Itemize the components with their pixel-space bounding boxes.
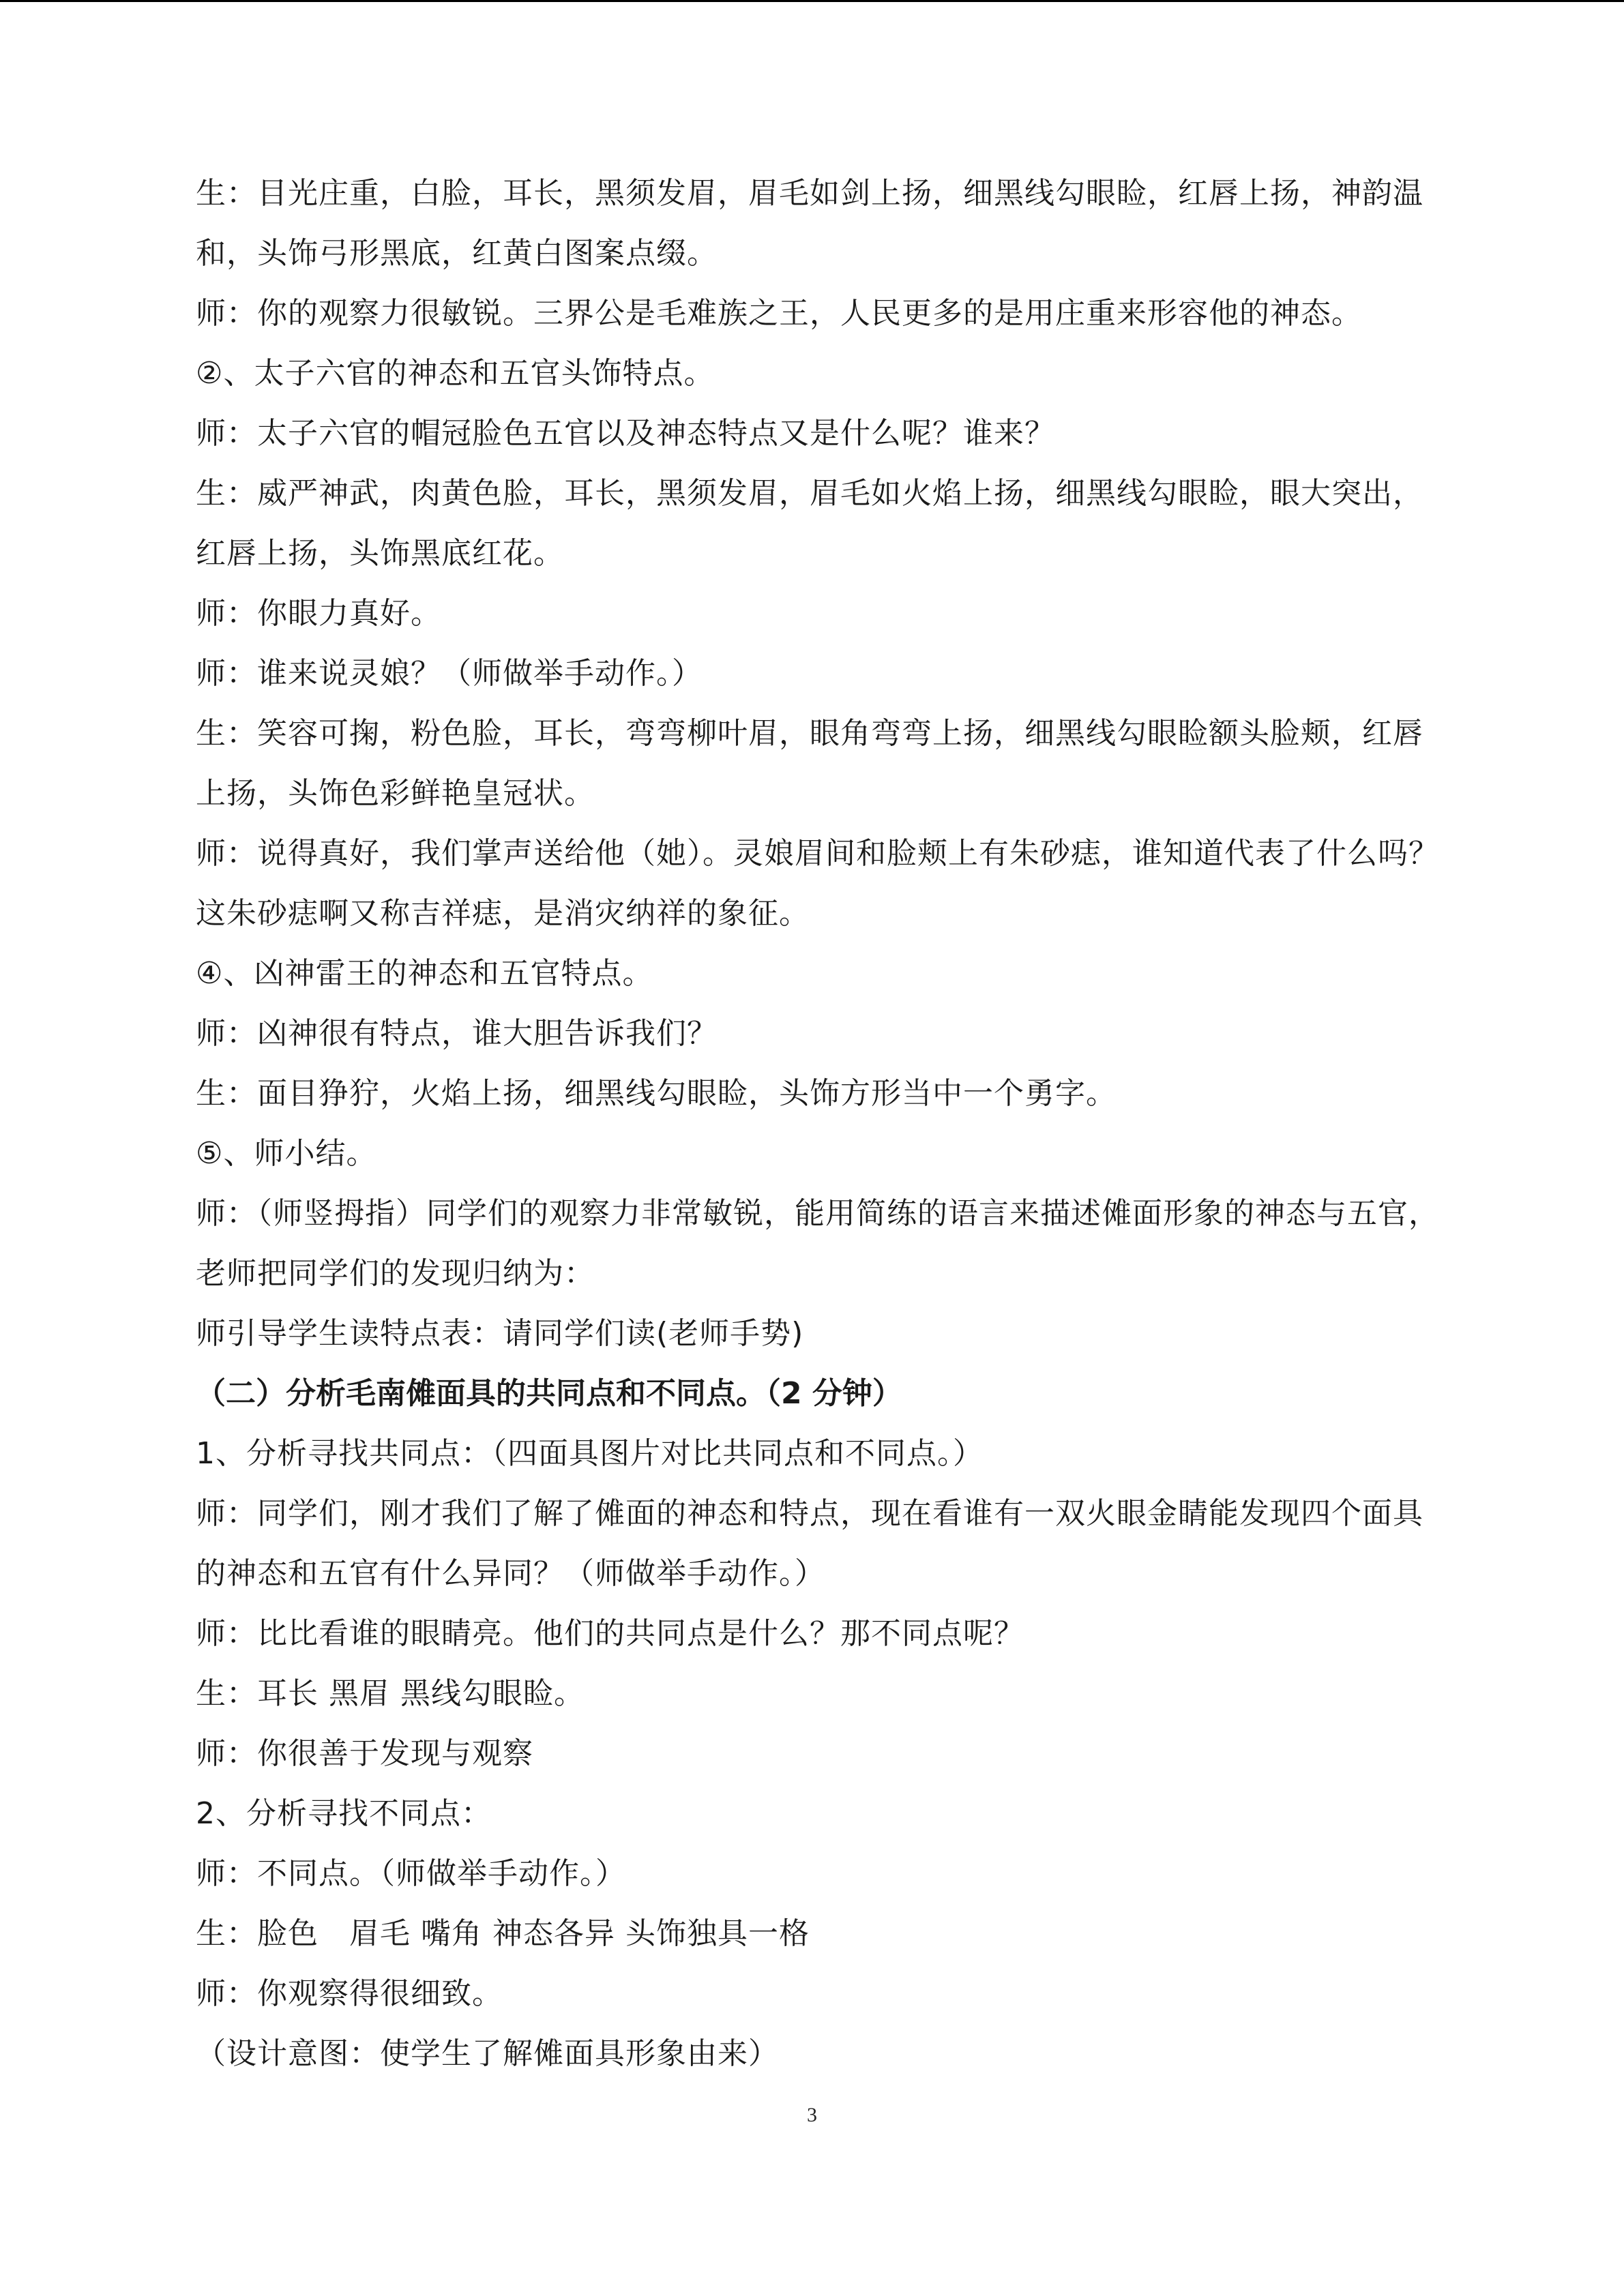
section-heading: （二）分析毛南傩面具的共同点和不同点。（2 分钟） (196, 1376, 902, 1411)
paragraph: 生：笑容可掬，粉色脸，耳长，弯弯柳叶眉，眼角弯弯上扬，细黑线勾眼睑额头脸颊，红唇上扬，头饰色彩鲜艳皇冠状。 (196, 716, 1423, 811)
paragraph: 师：同学们，刚才我们了解了傩面的神态和特点，现在看谁有一双火眼金睛能发现四个面具的神态和五官有什么异同？（师做举手动作。） (196, 1496, 1423, 1591)
paragraph: ⑤、师小结。 (196, 1136, 377, 1171)
page-number: 3 (807, 2104, 817, 2126)
paragraph: ②、太子六官的神态和五官头饰特点。 (196, 356, 715, 391)
top-border-line (0, 0, 1624, 2)
paragraph: 师：你眼力真好。 (196, 596, 441, 631)
paragraph: 师：（师竖拇指）同学们的观察力非常敏锐，能用简练的语言来描述傩面形象的神态与五官，老师把同学们的发现归纳为： (196, 1196, 1439, 1291)
paragraph: 师：你很善于发现与观察 (196, 1736, 533, 1771)
paragraph: 1、分析寻找共同点：（四面具图片对比共同点和不同点。） (196, 1436, 984, 1471)
paragraph: 师：你的观察力很敏锐。三界公是毛难族之王，人民更多的是用庄重来形容他的神态。 (196, 296, 1362, 331)
document-body (196, 164, 1441, 2084)
paragraph: （设计意图：使学生了解傩面具形象由来） (196, 2036, 779, 2071)
paragraph: 生：耳长 黑眉 黑线勾眼睑。 (196, 1676, 585, 1711)
paragraph: 生：威严神武，肉黄色脸，耳长，黑须发眉，眉毛如火焰上扬，细黑线勾眼睑，眼大突出，红唇上扬，头饰黑底红花。 (196, 476, 1423, 571)
paragraph: 师：凶神很有特点，谁大胆告诉我们？ (196, 1016, 718, 1051)
paragraph: 生：脸色 眉毛 嘴角 神态各异 头饰独具一格 (196, 1916, 810, 1951)
paragraph: 师：你观察得很细致。 (196, 1976, 503, 2011)
paragraph: 2、分析寻找不同点： (196, 1796, 492, 1831)
paragraph: 生：目光庄重，白脸，耳长，黑须发眉，眉毛如剑上扬，细黑线勾眼睑，红唇上扬，神韵温和，头饰弓形黑底，红黄白图案点缀。 (196, 176, 1423, 271)
paragraph: 师：说得真好，我们掌声送给他（她）。灵娘眉间和脸颊上有朱砂痣，谁知道代表了什么吗？这朱砂痣啊又称吉祥痣，是消灾纳祥的象征。 (196, 836, 1439, 931)
paragraph: 师：不同点。（师做举手动作。） (196, 1856, 626, 1891)
paragraph: 师：谁来说灵娘？（师做举手动作。） (196, 656, 703, 691)
paragraph: 生：面目狰狞，火焰上扬，细黑线勾眼睑，头饰方形当中一个勇字。 (196, 1076, 1117, 1111)
paragraph: 师：太子六官的帽冠脸色五官以及神态特点又是什么呢？谁来？ (196, 416, 1055, 451)
paragraph: 师引导学生读特点表：请同学们读(老师手势) (196, 1316, 804, 1351)
paragraph: 师：比比看谁的眼睛亮。他们的共同点是什么？那不同点呢？ (196, 1616, 1024, 1651)
paragraph: ④、凶神雷王的神态和五官特点。 (196, 956, 653, 991)
